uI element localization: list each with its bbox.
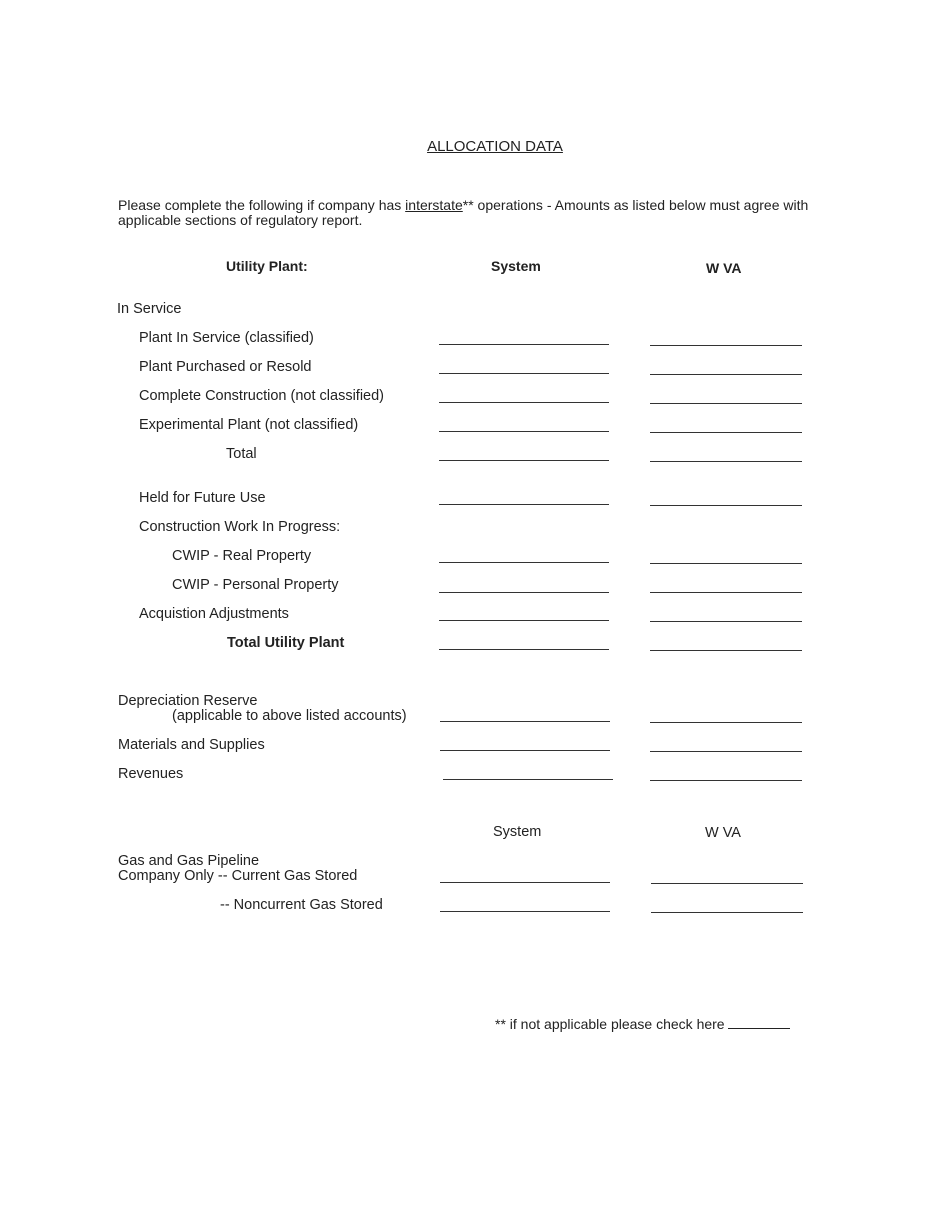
blank-system-total[interactable] — [439, 460, 609, 461]
label-in-service: In Service — [117, 301, 182, 317]
intro-before: Please complete the following if company has — [118, 197, 406, 213]
label-revenues: Revenues — [118, 766, 184, 782]
blank-system-total-utility-plant[interactable] — [439, 649, 609, 650]
blank-wva-cwip-personal[interactable] — [650, 592, 802, 593]
blank-wva-acquisition[interactable] — [650, 621, 802, 622]
blank-wva-cwip-real[interactable] — [650, 563, 802, 564]
label-total-utility-plant: Total Utility Plant — [227, 635, 345, 651]
blank-wva-total[interactable] — [650, 461, 802, 462]
header-system: System — [491, 258, 541, 274]
blank-wva-noncurrent-gas[interactable] — [651, 912, 803, 913]
label-held-future-use: Held for Future Use — [139, 490, 266, 506]
blank-system-held-future-use[interactable] — [439, 504, 609, 505]
not-applicable-check-blank[interactable] — [728, 1014, 790, 1029]
label-plant-purchased: Plant Purchased or Resold — [139, 359, 312, 375]
intro-line2: applicable sections of regulatory report. — [118, 212, 363, 228]
label-acquisition: Acquistion Adjustments — [139, 606, 289, 622]
page-title: ALLOCATION DATA — [427, 138, 563, 155]
blank-wva-depreciation[interactable] — [650, 722, 802, 723]
footer-note — [495, 1014, 790, 1032]
blank-wva-experimental-plant[interactable] — [650, 432, 802, 433]
blank-system-materials[interactable] — [440, 750, 610, 751]
blank-system-cwip-real[interactable] — [439, 562, 609, 563]
label-cwip: Construction Work In Progress: — [139, 519, 341, 535]
label-materials: Materials and Supplies — [118, 737, 265, 753]
blank-system-cwip-personal[interactable] — [439, 592, 609, 593]
label-depreciation-note: (applicable to above listed accounts) — [172, 708, 407, 724]
blank-wva-held-future-use[interactable] — [650, 505, 802, 506]
label-gas-pipeline: Gas and Gas Pipeline — [118, 853, 260, 869]
intro-underlined: interstate — [405, 197, 463, 213]
blank-system-depreciation[interactable] — [440, 721, 610, 722]
blank-system-revenues[interactable] — [443, 779, 613, 780]
blank-wva-complete-construction[interactable] — [650, 403, 802, 404]
blank-wva-plant-in-service[interactable] — [650, 345, 802, 346]
label-cwip-personal: CWIP - Personal Property — [172, 577, 339, 593]
label-complete-construction: Complete Construction (not classified) — [139, 388, 384, 404]
blank-wva-total-utility-plant[interactable] — [650, 650, 802, 651]
blank-wva-plant-purchased[interactable] — [650, 374, 802, 375]
intro-text — [118, 198, 808, 228]
blank-wva-current-gas[interactable] — [651, 883, 803, 884]
blank-system-complete-construction[interactable] — [439, 402, 609, 403]
blank-system-plant-in-service[interactable] — [439, 344, 609, 345]
intro-after: ** operations - Amounts as listed below must agree with — [462, 197, 809, 213]
label-cwip-real: CWIP - Real Property — [172, 548, 312, 564]
footer-note-text: ** if not applicable please check here — [495, 1016, 725, 1032]
header-wva: W VA — [706, 260, 742, 276]
blank-system-experimental-plant[interactable] — [439, 431, 609, 432]
label-experimental-plant: Experimental Plant (not classified) — [139, 417, 359, 433]
label-total: Total — [226, 446, 257, 462]
blank-system-noncurrent-gas[interactable] — [440, 911, 610, 912]
header2-system: System — [493, 824, 542, 840]
label-depreciation-reserve: Depreciation Reserve — [118, 693, 258, 709]
blank-system-current-gas[interactable] — [440, 882, 610, 883]
blank-system-acquisition[interactable] — [439, 620, 609, 621]
blank-wva-materials[interactable] — [650, 751, 802, 752]
blank-wva-revenues[interactable] — [650, 780, 802, 781]
header2-wva: W VA — [705, 825, 741, 841]
label-current-gas: Company Only -- Current Gas Stored — [118, 868, 358, 884]
label-plant-in-service: Plant In Service (classified) — [139, 330, 314, 346]
blank-system-plant-purchased[interactable] — [439, 373, 609, 374]
label-noncurrent-gas: -- Noncurrent Gas Stored — [220, 897, 383, 913]
header-utility-plant: Utility Plant: — [226, 258, 308, 274]
